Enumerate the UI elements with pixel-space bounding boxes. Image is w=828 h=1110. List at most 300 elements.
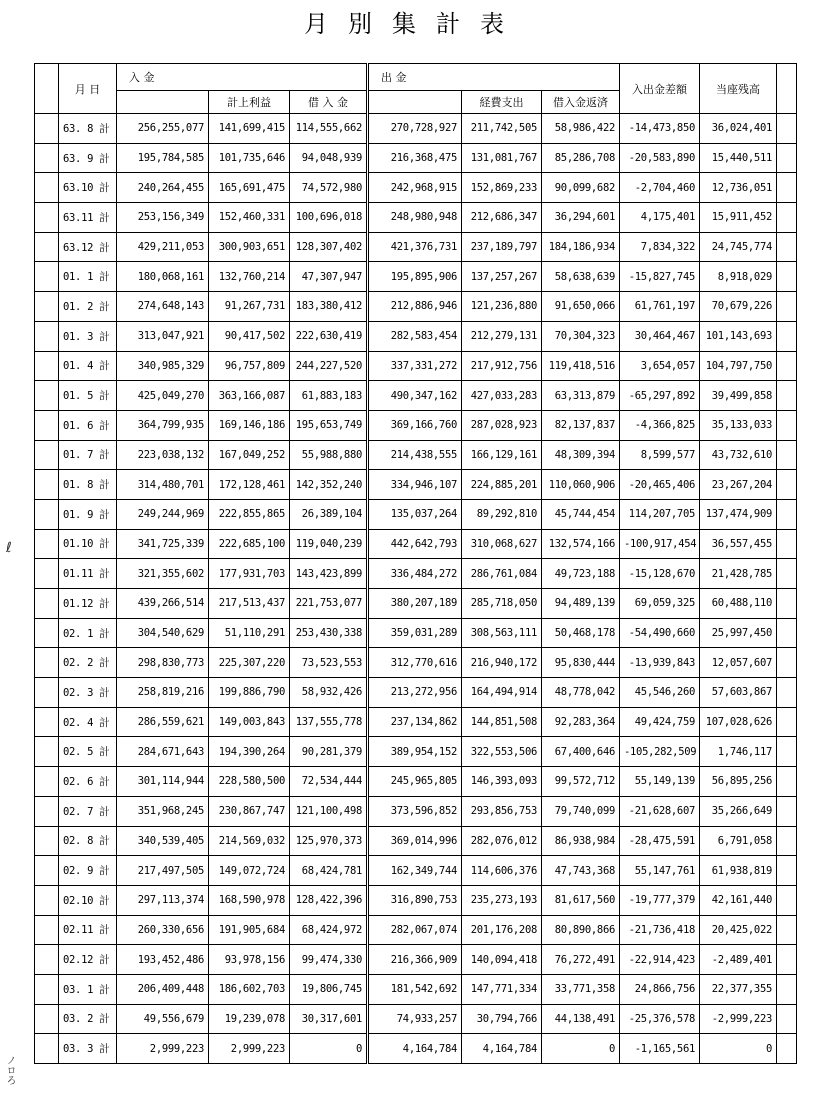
header-balance: 当座残高	[700, 64, 777, 114]
income-profit-cell: 169,146,186	[209, 410, 290, 440]
income-loan-cell: 119,040,239	[290, 529, 368, 559]
diff-cell: -1,165,561	[620, 1034, 700, 1064]
row-trailing-cell	[777, 974, 797, 1004]
outgo-total-cell: 373,596,852	[368, 796, 462, 826]
row-month-cell: 01.10 計	[59, 529, 117, 559]
header-outgo: 出 金	[368, 64, 620, 91]
row-trailing-cell	[777, 796, 797, 826]
outgo-total-cell: 216,368,475	[368, 143, 462, 173]
row-margin-cell	[35, 232, 59, 262]
diff-cell: 4,175,401	[620, 203, 700, 233]
row-trailing-cell	[777, 529, 797, 559]
outgo-expense-cell: 310,068,627	[462, 529, 542, 559]
row-month-cell: 03. 3 計	[59, 1034, 117, 1064]
row-month-cell: 01. 4 計	[59, 351, 117, 381]
row-margin-cell	[35, 974, 59, 1004]
diff-cell: 49,424,759	[620, 707, 700, 737]
outgo-repay-cell: 58,638,639	[542, 262, 620, 292]
income-total-cell: 253,156,349	[117, 203, 209, 233]
income-loan-cell: 61,883,183	[290, 381, 368, 411]
table-row	[35, 470, 797, 500]
row-margin-cell	[35, 856, 59, 886]
row-month-cell: 02. 9 計	[59, 856, 117, 886]
table-row	[35, 1004, 797, 1034]
table-row	[35, 767, 797, 797]
income-profit-cell: 2,999,223	[209, 1034, 290, 1064]
row-month-cell: 02. 2 計	[59, 648, 117, 678]
row-month-cell: 02.11 計	[59, 915, 117, 945]
outgo-repay-cell: 33,771,358	[542, 974, 620, 1004]
income-loan-cell: 143,423,899	[290, 559, 368, 589]
table-row	[35, 648, 797, 678]
income-loan-cell: 128,422,396	[290, 885, 368, 915]
table-row	[35, 1034, 797, 1064]
balance-cell: 35,266,649	[700, 796, 777, 826]
diff-cell: -25,376,578	[620, 1004, 700, 1034]
outgo-expense-cell: 308,563,111	[462, 618, 542, 648]
row-trailing-cell	[777, 1034, 797, 1064]
balance-cell: 24,745,774	[700, 232, 777, 262]
income-loan-cell: 121,100,498	[290, 796, 368, 826]
outgo-total-cell: 195,895,906	[368, 262, 462, 292]
row-margin-cell	[35, 440, 59, 470]
income-loan-cell: 221,753,077	[290, 589, 368, 619]
row-month-cell: 01.12 計	[59, 589, 117, 619]
row-margin-cell	[35, 173, 59, 203]
row-month-cell: 01. 6 計	[59, 410, 117, 440]
row-month-cell: 01. 1 計	[59, 262, 117, 292]
balance-cell: 36,024,401	[700, 114, 777, 144]
balance-cell: 61,938,819	[700, 856, 777, 886]
diff-cell: -105,282,509	[620, 737, 700, 767]
outgo-repay-cell: 82,137,837	[542, 410, 620, 440]
outgo-expense-cell: 237,189,797	[462, 232, 542, 262]
row-trailing-cell	[777, 589, 797, 619]
table-body	[35, 114, 797, 1064]
diff-cell: 55,149,139	[620, 767, 700, 797]
income-total-cell: 49,556,679	[117, 1004, 209, 1034]
row-margin-cell	[35, 737, 59, 767]
row-margin-cell	[35, 381, 59, 411]
balance-cell: 137,474,909	[700, 499, 777, 529]
balance-cell: 15,911,452	[700, 203, 777, 233]
row-margin-cell	[35, 826, 59, 856]
row-month-cell: 63.10 計	[59, 173, 117, 203]
row-trailing-cell	[777, 114, 797, 144]
row-margin-cell	[35, 470, 59, 500]
outgo-expense-cell: 89,292,810	[462, 499, 542, 529]
income-total-cell: 297,113,374	[117, 885, 209, 915]
income-total-cell: 429,211,053	[117, 232, 209, 262]
row-month-cell: 63.11 計	[59, 203, 117, 233]
outgo-total-cell: 369,166,760	[368, 410, 462, 440]
balance-cell: 70,679,226	[700, 292, 777, 322]
income-profit-cell: 93,978,156	[209, 945, 290, 975]
income-loan-cell: 137,555,778	[290, 707, 368, 737]
balance-cell: 39,499,858	[700, 381, 777, 411]
row-margin-cell	[35, 262, 59, 292]
income-total-cell: 340,985,329	[117, 351, 209, 381]
income-total-cell: 298,830,773	[117, 648, 209, 678]
outgo-total-cell: 282,067,074	[368, 915, 462, 945]
diff-cell: -21,628,607	[620, 796, 700, 826]
row-margin-cell	[35, 915, 59, 945]
income-profit-cell: 141,699,415	[209, 114, 290, 144]
outgo-repay-cell: 85,286,708	[542, 143, 620, 173]
outgo-expense-cell: 114,606,376	[462, 856, 542, 886]
balance-cell: 0	[700, 1034, 777, 1064]
margin-note: ノロろ	[4, 1055, 15, 1085]
table-row	[35, 678, 797, 708]
outgo-total-cell: 282,583,454	[368, 321, 462, 351]
row-month-cell: 01. 3 計	[59, 321, 117, 351]
row-margin-cell	[35, 589, 59, 619]
diff-cell: -14,473,850	[620, 114, 700, 144]
outgo-repay-cell: 110,060,906	[542, 470, 620, 500]
balance-cell: 15,440,511	[700, 143, 777, 173]
income-profit-cell: 194,390,264	[209, 737, 290, 767]
outgo-repay-cell: 81,617,560	[542, 885, 620, 915]
balance-cell: 12,736,051	[700, 173, 777, 203]
row-month-cell: 01. 7 計	[59, 440, 117, 470]
row-trailing-cell	[777, 648, 797, 678]
balance-cell: 101,143,693	[700, 321, 777, 351]
diff-cell: 24,866,756	[620, 974, 700, 1004]
row-month-cell: 63. 8 計	[59, 114, 117, 144]
outgo-repay-cell: 95,830,444	[542, 648, 620, 678]
income-profit-cell: 172,128,461	[209, 470, 290, 500]
outgo-expense-cell: 282,076,012	[462, 826, 542, 856]
table-row	[35, 440, 797, 470]
header-income: 入 金	[117, 64, 368, 91]
row-trailing-cell	[777, 410, 797, 440]
income-total-cell: 314,480,701	[117, 470, 209, 500]
income-total-cell: 351,968,245	[117, 796, 209, 826]
income-total-cell: 301,114,944	[117, 767, 209, 797]
header-outgo-expense: 経費支出	[462, 91, 542, 114]
row-margin-cell	[35, 1004, 59, 1034]
table-row	[35, 292, 797, 322]
outgo-total-cell: 4,164,784	[368, 1034, 462, 1064]
income-total-cell: 223,038,132	[117, 440, 209, 470]
outgo-repay-cell: 48,778,042	[542, 678, 620, 708]
row-margin-cell	[35, 559, 59, 589]
header-diff: 入出金差額	[620, 64, 700, 114]
outgo-expense-cell: 30,794,766	[462, 1004, 542, 1034]
row-trailing-cell	[777, 232, 797, 262]
table-row	[35, 203, 797, 233]
table-row	[35, 915, 797, 945]
outgo-repay-cell: 0	[542, 1034, 620, 1064]
balance-cell: -2,489,401	[700, 945, 777, 975]
outgo-total-cell: 237,134,862	[368, 707, 462, 737]
income-loan-cell: 100,696,018	[290, 203, 368, 233]
row-trailing-cell	[777, 767, 797, 797]
outgo-total-cell: 216,366,909	[368, 945, 462, 975]
income-total-cell: 180,068,161	[117, 262, 209, 292]
income-profit-cell: 222,855,865	[209, 499, 290, 529]
outgo-repay-cell: 70,304,323	[542, 321, 620, 351]
diff-cell: -15,128,670	[620, 559, 700, 589]
income-loan-cell: 244,227,520	[290, 351, 368, 381]
outgo-total-cell: 213,272,956	[368, 678, 462, 708]
income-total-cell: 341,725,339	[117, 529, 209, 559]
diff-cell: 61,761,197	[620, 292, 700, 322]
diff-cell: -65,297,892	[620, 381, 700, 411]
income-profit-cell: 132,760,214	[209, 262, 290, 292]
outgo-repay-cell: 67,400,646	[542, 737, 620, 767]
outgo-repay-cell: 91,650,066	[542, 292, 620, 322]
outgo-expense-cell: 201,176,208	[462, 915, 542, 945]
header-income-profit: 計上利益	[209, 91, 290, 114]
margin-scribble: ℓ	[6, 540, 12, 556]
diff-cell: 45,546,260	[620, 678, 700, 708]
row-margin-cell	[35, 292, 59, 322]
row-month-cell: 02.10 計	[59, 885, 117, 915]
row-trailing-cell	[777, 262, 797, 292]
row-trailing-cell	[777, 292, 797, 322]
income-profit-cell: 217,513,437	[209, 589, 290, 619]
outgo-repay-cell: 58,986,422	[542, 114, 620, 144]
income-total-cell: 284,671,643	[117, 737, 209, 767]
income-loan-cell: 19,806,745	[290, 974, 368, 1004]
row-margin-cell	[35, 945, 59, 975]
table-row	[35, 885, 797, 915]
outgo-total-cell: 74,933,257	[368, 1004, 462, 1034]
income-profit-cell: 199,886,790	[209, 678, 290, 708]
outgo-repay-cell: 90,099,682	[542, 173, 620, 203]
row-margin-cell	[35, 143, 59, 173]
outgo-total-cell: 442,642,793	[368, 529, 462, 559]
table-row	[35, 114, 797, 144]
income-loan-cell: 142,352,240	[290, 470, 368, 500]
outgo-expense-cell: 137,257,267	[462, 262, 542, 292]
income-profit-cell: 152,460,331	[209, 203, 290, 233]
income-loan-cell: 253,430,338	[290, 618, 368, 648]
outgo-expense-cell: 146,393,093	[462, 767, 542, 797]
table-row	[35, 559, 797, 589]
row-margin-cell	[35, 678, 59, 708]
diff-cell: -100,917,454	[620, 529, 700, 559]
diff-cell: -19,777,379	[620, 885, 700, 915]
income-profit-cell: 186,602,703	[209, 974, 290, 1004]
table-row	[35, 143, 797, 173]
page-title: 月別集計表	[304, 10, 524, 38]
table-row	[35, 173, 797, 203]
income-profit-cell: 191,905,684	[209, 915, 290, 945]
row-trailing-cell	[777, 856, 797, 886]
income-profit-cell: 214,569,032	[209, 826, 290, 856]
row-month-cell: 02. 6 計	[59, 767, 117, 797]
diff-cell: 114,207,705	[620, 499, 700, 529]
balance-cell: 57,603,867	[700, 678, 777, 708]
row-margin-cell	[35, 1034, 59, 1064]
balance-cell: 23,267,204	[700, 470, 777, 500]
row-trailing-cell	[777, 173, 797, 203]
balance-cell: 56,895,256	[700, 767, 777, 797]
income-total-cell: 240,264,455	[117, 173, 209, 203]
diff-cell: -28,475,591	[620, 826, 700, 856]
income-profit-cell: 96,757,809	[209, 351, 290, 381]
diff-cell: 3,654,057	[620, 351, 700, 381]
outgo-repay-cell: 76,272,491	[542, 945, 620, 975]
balance-cell: 35,133,033	[700, 410, 777, 440]
outgo-total-cell: 245,965,805	[368, 767, 462, 797]
row-margin-cell	[35, 351, 59, 381]
income-loan-cell: 90,281,379	[290, 737, 368, 767]
row-month-cell: 02.12 計	[59, 945, 117, 975]
row-trailing-cell	[777, 915, 797, 945]
outgo-expense-cell: 166,129,161	[462, 440, 542, 470]
row-month-cell: 03. 2 計	[59, 1004, 117, 1034]
outgo-total-cell: 389,954,152	[368, 737, 462, 767]
balance-cell: 6,791,058	[700, 826, 777, 856]
income-loan-cell: 183,380,412	[290, 292, 368, 322]
outgo-expense-cell: 286,761,084	[462, 559, 542, 589]
row-trailing-cell	[777, 737, 797, 767]
table-row	[35, 499, 797, 529]
row-month-cell: 63. 9 計	[59, 143, 117, 173]
table-row	[35, 529, 797, 559]
row-month-cell: 02. 1 計	[59, 618, 117, 648]
row-month-cell: 01. 8 計	[59, 470, 117, 500]
table-row	[35, 589, 797, 619]
row-trailing-cell	[777, 143, 797, 173]
income-loan-cell: 72,534,444	[290, 767, 368, 797]
row-trailing-cell	[777, 470, 797, 500]
income-loan-cell: 114,555,662	[290, 114, 368, 144]
row-month-cell: 02. 5 計	[59, 737, 117, 767]
diff-cell: -21,736,418	[620, 915, 700, 945]
table-row	[35, 974, 797, 1004]
balance-cell: 20,425,022	[700, 915, 777, 945]
diff-cell: -15,827,745	[620, 262, 700, 292]
outgo-repay-cell: 132,574,166	[542, 529, 620, 559]
row-month-cell: 02. 4 計	[59, 707, 117, 737]
income-profit-cell: 165,691,475	[209, 173, 290, 203]
row-month-cell: 02. 3 計	[59, 678, 117, 708]
row-margin-cell	[35, 618, 59, 648]
balance-cell: 43,732,610	[700, 440, 777, 470]
row-month-cell: 01. 2 計	[59, 292, 117, 322]
income-profit-cell: 177,931,703	[209, 559, 290, 589]
income-loan-cell: 128,307,402	[290, 232, 368, 262]
income-total-cell: 321,355,602	[117, 559, 209, 589]
balance-cell: 8,918,029	[700, 262, 777, 292]
row-trailing-cell	[777, 559, 797, 589]
outgo-total-cell: 334,946,107	[368, 470, 462, 500]
income-profit-cell: 168,590,978	[209, 885, 290, 915]
left-margin-column	[35, 64, 59, 114]
row-month-cell: 01. 5 計	[59, 381, 117, 411]
income-profit-cell: 149,003,843	[209, 707, 290, 737]
outgo-repay-cell: 49,723,188	[542, 559, 620, 589]
table-row	[35, 381, 797, 411]
income-total-cell: 258,819,216	[117, 678, 209, 708]
outgo-total-cell: 270,728,927	[368, 114, 462, 144]
income-profit-cell: 90,417,502	[209, 321, 290, 351]
outgo-repay-cell: 45,744,454	[542, 499, 620, 529]
row-month-cell: 63.12 計	[59, 232, 117, 262]
outgo-expense-cell: 235,273,193	[462, 885, 542, 915]
outgo-total-cell: 242,968,915	[368, 173, 462, 203]
outgo-repay-cell: 50,468,178	[542, 618, 620, 648]
row-margin-cell	[35, 203, 59, 233]
header-date: 月 日	[59, 64, 117, 114]
row-trailing-cell	[777, 707, 797, 737]
income-total-cell: 2,999,223	[117, 1034, 209, 1064]
outgo-expense-cell: 285,718,050	[462, 589, 542, 619]
row-trailing-cell	[777, 678, 797, 708]
income-loan-cell: 222,630,419	[290, 321, 368, 351]
diff-cell: -20,583,890	[620, 143, 700, 173]
income-profit-cell: 101,735,646	[209, 143, 290, 173]
diff-cell: -2,704,460	[620, 173, 700, 203]
balance-cell: -2,999,223	[700, 1004, 777, 1034]
outgo-expense-cell: 147,771,334	[462, 974, 542, 1004]
row-trailing-cell	[777, 203, 797, 233]
outgo-expense-cell: 287,028,923	[462, 410, 542, 440]
outgo-repay-cell: 44,138,491	[542, 1004, 620, 1034]
income-loan-cell: 0	[290, 1034, 368, 1064]
table-row	[35, 232, 797, 262]
income-loan-cell: 68,424,972	[290, 915, 368, 945]
table-row	[35, 618, 797, 648]
table-row	[35, 796, 797, 826]
balance-cell: 107,028,626	[700, 707, 777, 737]
outgo-repay-cell: 92,283,364	[542, 707, 620, 737]
outgo-repay-cell: 184,186,934	[542, 232, 620, 262]
outgo-repay-cell: 86,938,984	[542, 826, 620, 856]
table-row	[35, 262, 797, 292]
table-row	[35, 945, 797, 975]
table-row	[35, 826, 797, 856]
outgo-total-cell: 214,438,555	[368, 440, 462, 470]
row-margin-cell	[35, 499, 59, 529]
outgo-expense-cell: 131,081,767	[462, 143, 542, 173]
outgo-expense-cell: 216,940,172	[462, 648, 542, 678]
outgo-expense-cell: 164,494,914	[462, 678, 542, 708]
balance-cell: 42,161,440	[700, 885, 777, 915]
income-loan-cell: 125,970,373	[290, 826, 368, 856]
diff-cell: -13,939,843	[620, 648, 700, 678]
row-margin-cell	[35, 114, 59, 144]
outgo-repay-cell: 63,313,879	[542, 381, 620, 411]
outgo-repay-cell: 48,309,394	[542, 440, 620, 470]
income-total-cell: 313,047,921	[117, 321, 209, 351]
outgo-expense-cell: 322,553,506	[462, 737, 542, 767]
income-loan-cell: 74,572,980	[290, 173, 368, 203]
outgo-total-cell: 248,980,948	[368, 203, 462, 233]
income-total-cell: 256,255,077	[117, 114, 209, 144]
row-margin-cell	[35, 707, 59, 737]
income-loan-cell: 94,048,939	[290, 143, 368, 173]
income-profit-cell: 300,903,651	[209, 232, 290, 262]
income-loan-cell: 73,523,553	[290, 648, 368, 678]
outgo-expense-cell: 224,885,201	[462, 470, 542, 500]
row-margin-cell	[35, 410, 59, 440]
diff-cell: -54,490,660	[620, 618, 700, 648]
outgo-expense-cell: 144,851,508	[462, 707, 542, 737]
income-total-cell: 304,540,629	[117, 618, 209, 648]
outgo-expense-cell: 211,742,505	[462, 114, 542, 144]
right-margin-column	[777, 64, 797, 114]
diff-cell: 7,834,322	[620, 232, 700, 262]
income-total-cell: 260,330,656	[117, 915, 209, 945]
balance-cell: 104,797,750	[700, 351, 777, 381]
outgo-total-cell: 380,207,189	[368, 589, 462, 619]
header-income-blank	[117, 91, 209, 114]
